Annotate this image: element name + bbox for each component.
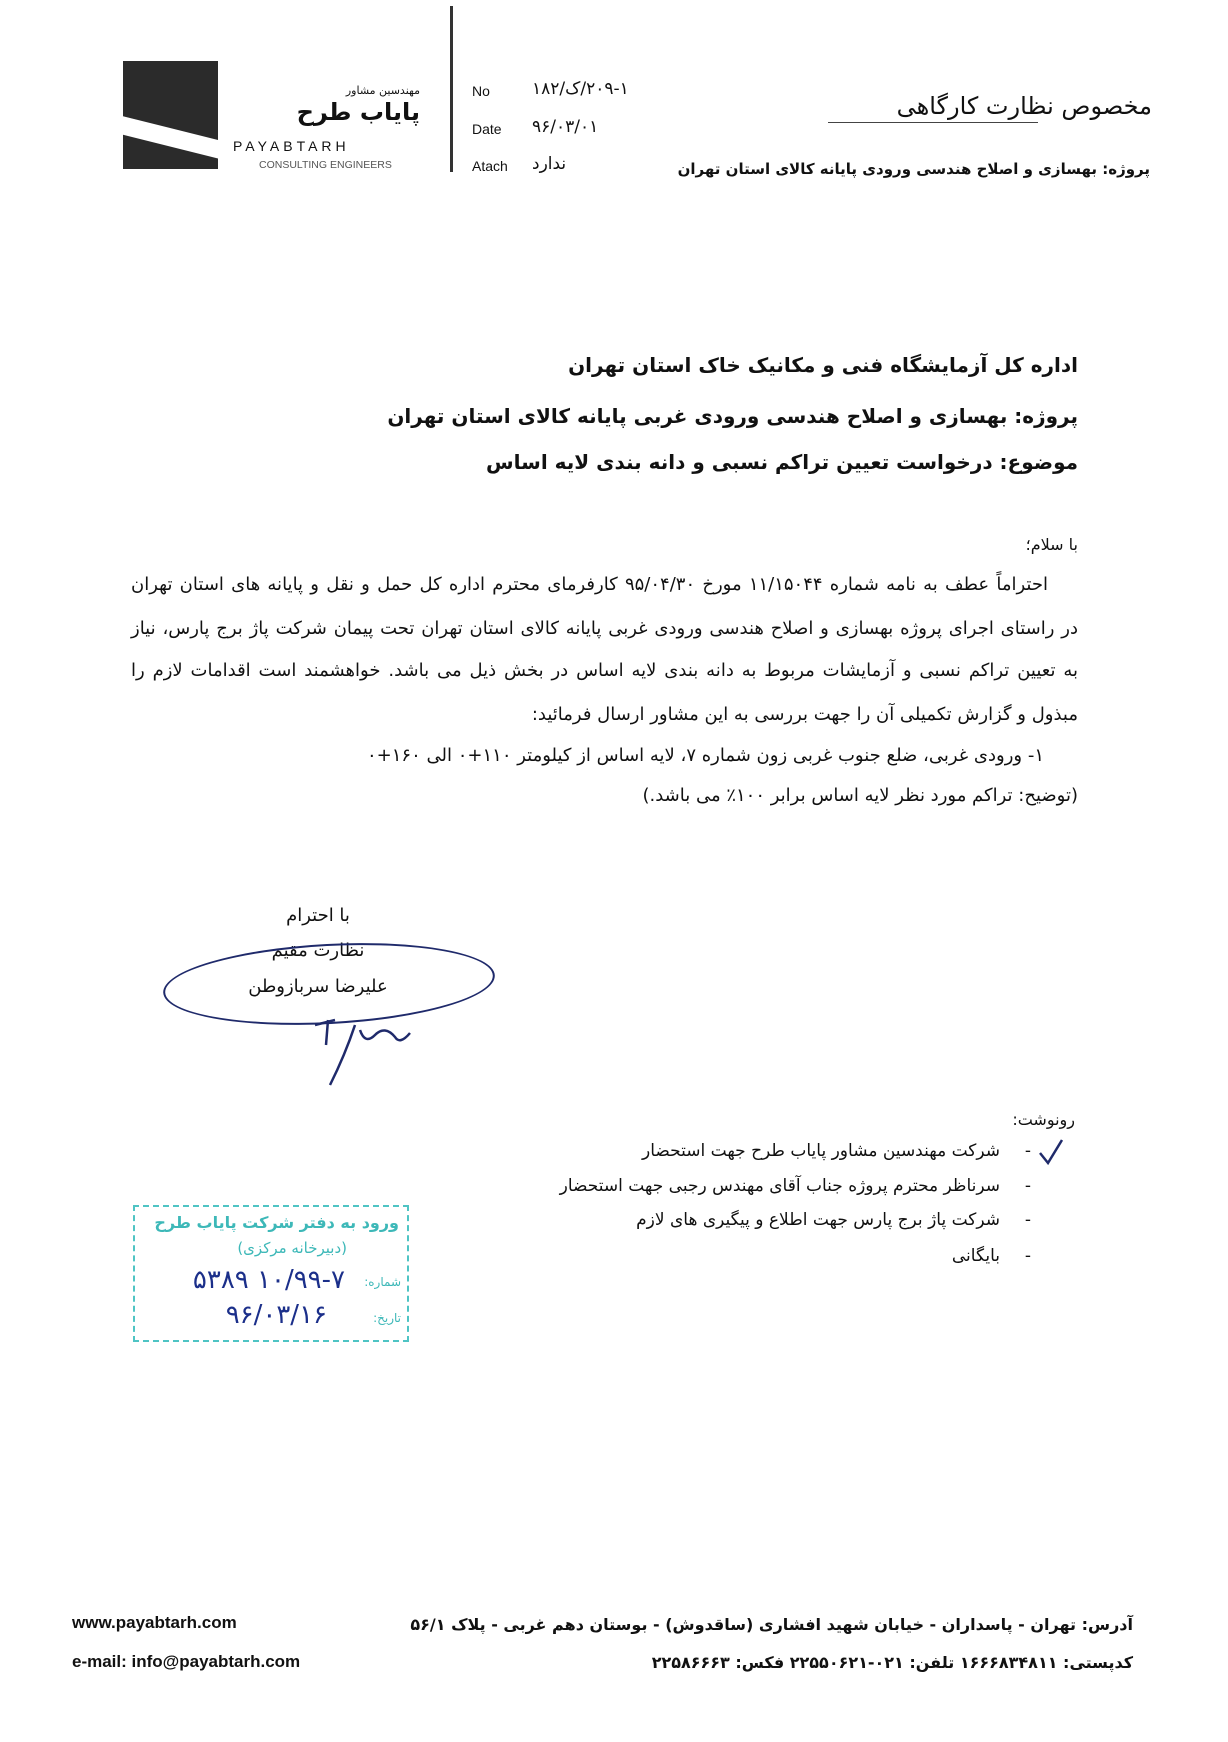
signer-role: نظارت مقیم [271, 940, 365, 961]
paragraph-line: احتراماً عطف به نامه شماره ۱۱/۱۵۰۴۴ مورخ ۹۵/۰۴/۳۰ کارفرمای محترم اداره کل حمل و نقل و پایانه های استان تهران [131, 574, 1048, 595]
stamp-number-value: ۱۰/۹۹-۷ ۵۳۸۹ [192, 1265, 345, 1295]
header-divider [450, 6, 453, 172]
date-label: Date [472, 121, 502, 137]
handwritten-signature [300, 1005, 420, 1095]
cc-item: سرناظر محترم پروژه جناب آقای مهندس رجبی جهت استحضار [559, 1176, 1000, 1196]
attachment-value: ندارد [532, 154, 567, 174]
logo-name-fa: پایاب طرح [296, 98, 420, 126]
project-line: پروژه: بهسازی و اصلاح هندسی ورودی غربی پایانه کالای استان تهران [387, 404, 1078, 428]
stamp-title: ورود به دفتر شرکت پایاب طرح [154, 1213, 399, 1232]
cc-item: بایگانی [951, 1246, 1000, 1266]
stamp-date-label: تاریخ: [373, 1311, 401, 1325]
document-title: مخصوص نظارت کارگاهی [896, 92, 1152, 120]
website-link[interactable]: www.payabtarh.com [72, 1613, 237, 1632]
attachment-label: Atach [472, 158, 508, 174]
header-project: پروژه: بهسازی و اصلاح هندسی ورودی پایانه کالای استان تهران [677, 160, 1150, 178]
number-value: ۲۰۹-۱/ک/۱۸۲ [532, 79, 629, 99]
date-value: ۹۶/۰۳/۰۱ [532, 117, 599, 137]
subject-line: موضوع: درخواست تعیین تراکم نسبی و دانه بندی لایه اساس [486, 450, 1078, 474]
logo-name-en: PAYABTARH [233, 138, 350, 154]
stamp-date-value: ۹۶/۰۳/۱۶ [225, 1300, 327, 1330]
registry-stamp [133, 1205, 409, 1342]
closing: با احترام [286, 905, 350, 926]
paragraph-line: به تعیین تراکم نسبی و آزمایشات مربوط به دانه بندی لایه اساس در بخش ذیل می باشد. خواهشمند است اقدامات لازم را [131, 660, 1078, 681]
logo-subtitle-fa: مهندسین مشاور [345, 84, 420, 97]
cc-dash: - [1024, 1210, 1031, 1230]
company-logo-mark [123, 61, 218, 169]
signer-name: علیرضا سربازوطن [248, 976, 388, 997]
logo-subtitle-en: CONSULTING ENGINEERS [259, 159, 392, 171]
cc-item: شرکت مهندسین مشاور پایاب طرح جهت استحضار [642, 1141, 1000, 1161]
stamp-number-label: شماره: [364, 1275, 401, 1289]
number-label: No [472, 83, 490, 99]
greeting: با سلام؛ [1025, 535, 1078, 554]
address: آدرس: تهران - پاسداران - خیابان شهید افشاری (ساقدوش) - بوستان دهم غربی - پلاک ۵۶/۱ [410, 1615, 1133, 1634]
title-underline [828, 122, 1038, 123]
list-item: ۱- ورودی غربی، ضلع جنوب غربی زون شماره ۷، لایه اساس از کیلومتر ۱۱۰+۰ الی ۱۶۰+۰ [367, 745, 1044, 766]
checkmark-icon [1037, 1137, 1065, 1167]
contact-numbers: کدپستی: ۱۶۶۶۸۳۴۸۱۱ تلفن: ۰۲۱-۲۲۵۵۰۶۲۱ فکس: ۲۲۵۸۶۶۶۳ [651, 1653, 1133, 1672]
recipient: اداره کل آزمایشگاه فنی و مکانیک خاک استان تهران [568, 353, 1078, 377]
paragraph-line: مبذول و گزارش تکمیلی آن را جهت بررسی به این مشاور ارسال فرمائید: [531, 704, 1078, 725]
cc-item: شرکت پاژ برج پارس جهت اطلاع و پیگیری های لازم [636, 1210, 1000, 1230]
stamp-subtitle: (دبیرخانه مرکزی) [237, 1239, 347, 1257]
cc-label: رونوشت: [1012, 1110, 1075, 1129]
cc-dash: - [1024, 1141, 1031, 1161]
cc-dash: - [1024, 1176, 1031, 1196]
note: (توضیح: تراکم مورد نظر لایه اساس برابر ۱۰۰٪ می باشد.) [642, 785, 1078, 806]
cc-dash: - [1024, 1246, 1031, 1266]
paragraph-line: در راستای اجرای پروژه بهسازی و اصلاح هندسی ورودی غربی پایانه کالای استان تهران تحت پیمان شرکت پاژ برج پارس، نیاز [131, 618, 1078, 639]
email-link[interactable]: e-mail: info@payabtarh.com [72, 1652, 301, 1671]
